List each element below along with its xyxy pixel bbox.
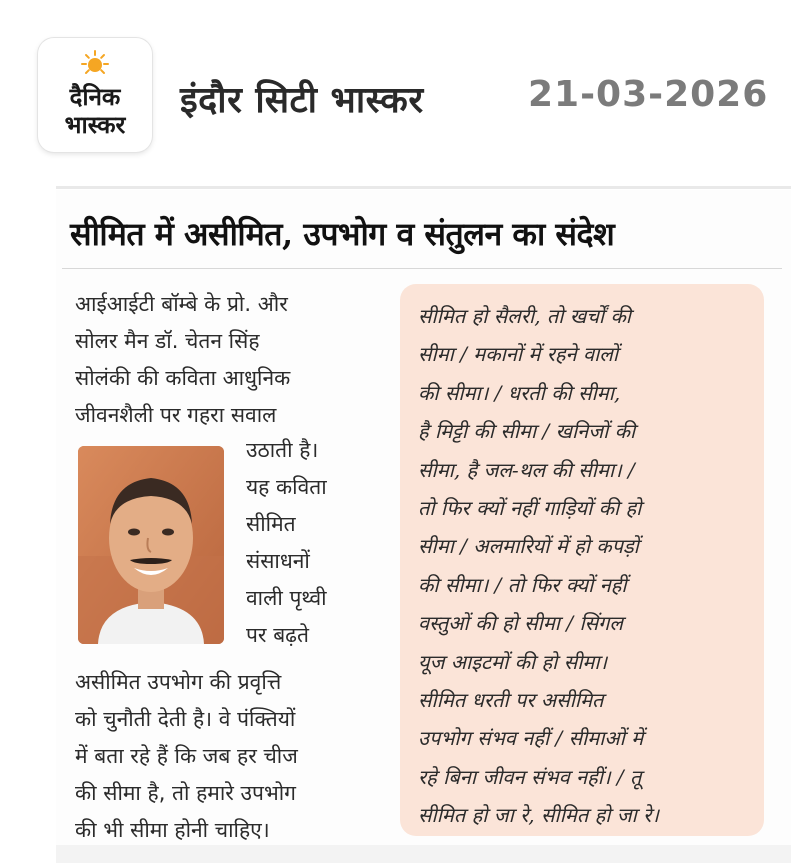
article-side-column — [246, 432, 327, 654]
clipping-top-edge — [56, 186, 791, 189]
article-intro — [75, 286, 290, 434]
poem-line: सीमा / अलमारियों में हो कपड़ों — [418, 534, 639, 559]
poem-line: सीमित धरती पर असीमित — [418, 688, 604, 713]
text-line: जीवनशैली पर गहरा सवाल — [75, 403, 277, 427]
poem-text — [418, 297, 758, 835]
poem-line: सीमित हो जा रे, सीमित हो जा रे। — [418, 803, 659, 828]
logo-text-bhaskar: भास्कर — [64, 111, 126, 139]
poem-line: उपभोग संभव नहीं / सीमाओं में — [418, 726, 644, 751]
poem-line: तो फिर क्यों नहीं गाड़ियों की हो — [418, 496, 642, 521]
poem-line: सीमित हो सैलरी, तो खर्चों की — [418, 304, 631, 328]
poem-line: यूज आइटमों की हो सीमा। — [418, 649, 608, 674]
text-line: यह कविता — [246, 475, 327, 499]
poem-line: सीमा, है जल-थल की सीमा। / — [418, 457, 635, 482]
text-line: संसाधनों — [246, 549, 310, 573]
text-line: को चुनौती देती है। वे पंक्तियों — [75, 707, 296, 731]
poem-line: की सीमा। / धरती की सीमा, — [418, 380, 621, 405]
article-headline: सीमित में असीमित, उपभोग व संतुलन का संदेश — [70, 215, 615, 253]
text-line: की सीमा है, तो हमारे उपभोग — [75, 781, 297, 805]
text-line: सीमित — [246, 512, 296, 536]
text-line: में बता रहे हैं कि जब हर चीज — [75, 744, 298, 768]
text-line: वाली पृथ्वी — [246, 586, 327, 610]
logo-text-dainik: दैनिक — [69, 83, 121, 111]
text-line: सोलंकी की कविता आधुनिक — [75, 366, 291, 390]
poem-line: है मिट्टी की सीमा / खनिजों की — [418, 419, 636, 444]
clipping-bottom-edge — [56, 845, 791, 863]
edition-title: इंदौर सिटी भास्कर — [180, 80, 424, 121]
poem-line: सीमा / मकानों में रहने वालों — [418, 342, 619, 367]
dainik-bhaskar-logo[interactable] — [38, 38, 152, 152]
text-line: की भी सीमा होनी चाहिए। — [75, 818, 270, 842]
text-line: सोलर मैन डॉ. चेतन सिंह — [75, 329, 260, 353]
text-line: उठाती है। — [246, 438, 319, 462]
sun-icon — [81, 50, 109, 78]
article-conclusion — [75, 664, 298, 849]
poem-line: की सीमा। / तो फिर क्यों नहीं — [418, 572, 627, 597]
poem-line: वस्तुओं की हो सीमा / सिंगल — [418, 611, 623, 636]
portrait-image — [78, 446, 224, 644]
text-line: आईआईटी बॉम्बे के प्रो. और — [75, 292, 288, 316]
headline-divider — [62, 268, 782, 269]
text-line: असीमित उपभोग की प्रवृत्ति — [75, 670, 282, 694]
app-header — [0, 0, 791, 180]
author-photo — [78, 446, 224, 644]
poem-line: रहे बिना जीवन संभव नहीं। / तू — [418, 764, 642, 789]
text-line: पर बढ़ते — [246, 623, 309, 647]
edition-date: 21-03-2026 — [528, 74, 769, 115]
